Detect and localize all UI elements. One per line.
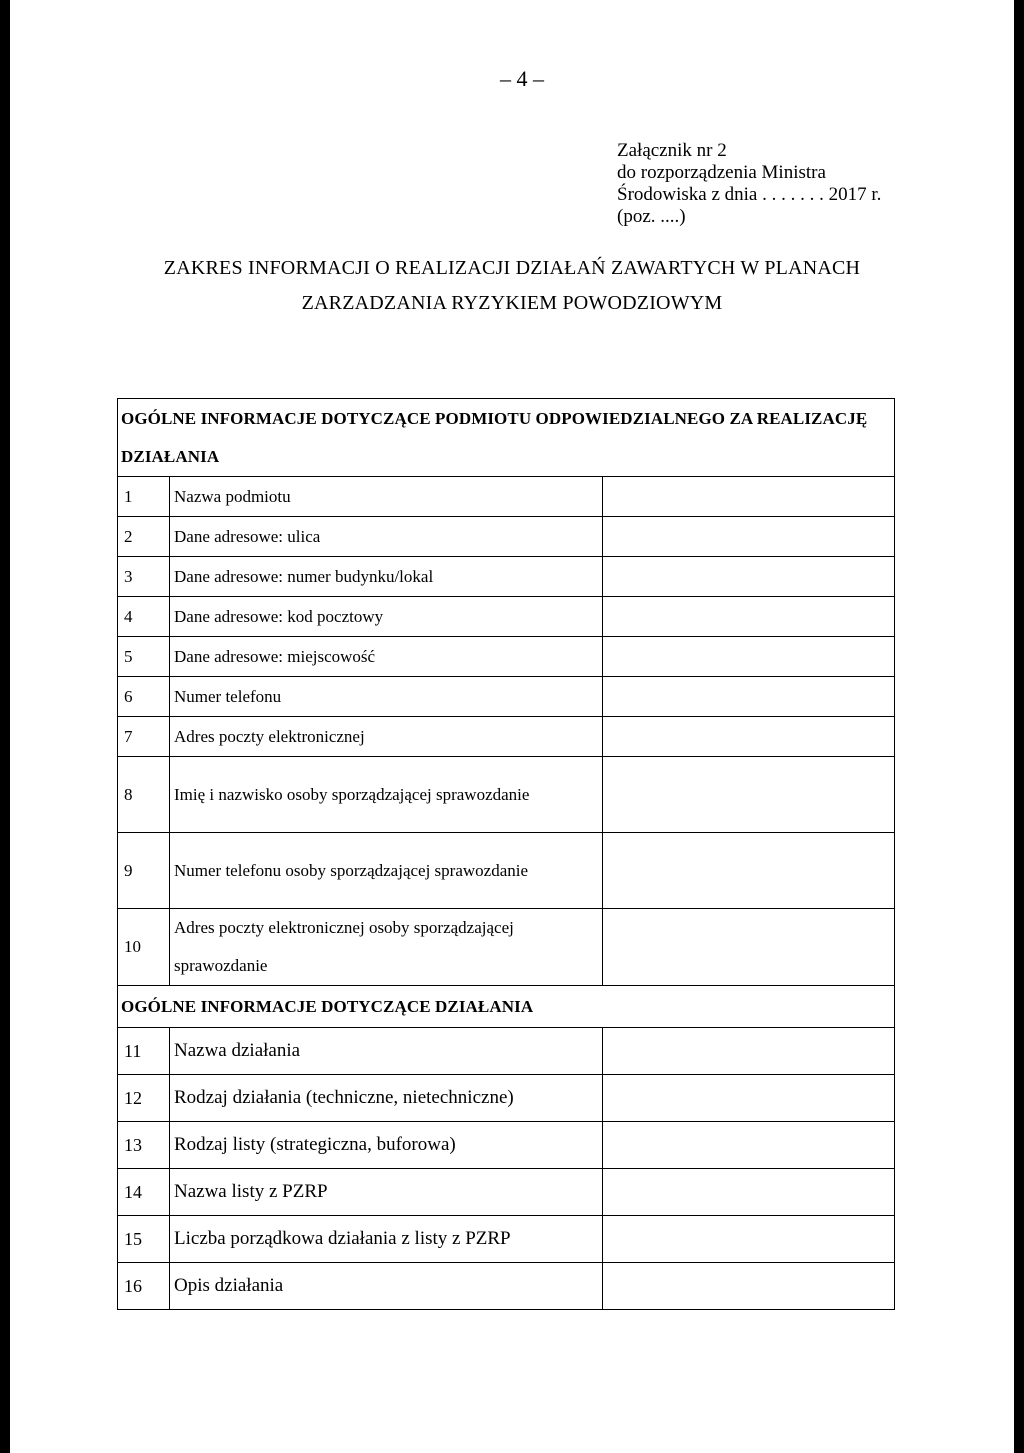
row-value-cell[interactable]	[603, 757, 895, 833]
row-label: Imię i nazwisko osoby sporządzającej sprawozdanie	[170, 757, 603, 833]
row-label: Nazwa listy z PZRP	[170, 1169, 603, 1216]
row-label: Liczba porządkowa działania z listy z PZRP	[170, 1216, 603, 1263]
row-label: Nazwa działania	[170, 1028, 603, 1075]
table-row	[118, 833, 895, 909]
row-number: 16	[118, 1263, 170, 1310]
row-label: Opis działania	[170, 1263, 603, 1310]
annex-line: Załącznik nr 2	[617, 140, 727, 161]
section-heading-row	[118, 986, 895, 1028]
row-value-cell[interactable]	[603, 909, 895, 986]
row-value-cell[interactable]	[603, 677, 895, 717]
row-number: 6	[118, 677, 170, 717]
row-value-cell[interactable]	[603, 517, 895, 557]
table-row	[118, 1122, 895, 1169]
table-row	[118, 517, 895, 557]
row-label: Dane adresowe: kod pocztowy	[170, 597, 603, 637]
row-number: 14	[118, 1169, 170, 1216]
table-row	[118, 909, 895, 986]
row-number: 8	[118, 757, 170, 833]
table-row	[118, 1263, 895, 1310]
row-number: 7	[118, 717, 170, 757]
document-title-line-2: ZARZADZANIA RYZYKIEM POWODZIOWYM	[301, 292, 723, 314]
table-row	[118, 477, 895, 517]
row-label: Numer telefonu osoby sporządzającej sprawozdanie	[170, 833, 603, 909]
row-number: 2	[118, 517, 170, 557]
row-number: 11	[118, 1028, 170, 1075]
row-value-cell[interactable]	[603, 1122, 895, 1169]
row-number: 3	[118, 557, 170, 597]
table-row	[118, 637, 895, 677]
row-value-cell[interactable]	[603, 1216, 895, 1263]
row-value-cell[interactable]	[603, 597, 895, 637]
report-form-table	[117, 398, 895, 1310]
table-row	[118, 757, 895, 833]
table-row	[118, 597, 895, 637]
section-heading: OGÓLNE INFORMACJE DOTYCZĄCE DZIAŁANIA	[118, 986, 895, 1028]
row-value-cell[interactable]	[603, 637, 895, 677]
row-label: Rodzaj listy (strategiczna, buforowa)	[170, 1122, 603, 1169]
row-number: 5	[118, 637, 170, 677]
row-value-cell[interactable]	[603, 1169, 895, 1216]
row-value-cell[interactable]	[603, 717, 895, 757]
document-page	[10, 0, 1014, 1453]
table-row	[118, 1169, 895, 1216]
annex-line: (poz. ....)	[617, 206, 686, 227]
row-label: Adres poczty elektronicznej	[170, 717, 603, 757]
table-row	[118, 1075, 895, 1122]
row-value-cell[interactable]	[603, 1028, 895, 1075]
table-row	[118, 717, 895, 757]
document-title-line-1: ZAKRES INFORMACJI O REALIZACJI DZIAŁAŃ ZAWARTYCH W PLANACH	[163, 257, 861, 279]
row-number: 13	[118, 1122, 170, 1169]
row-number: 15	[118, 1216, 170, 1263]
annex-note	[617, 140, 947, 228]
row-number: 9	[118, 833, 170, 909]
row-label: Rodzaj działania (techniczne, nietechniczne)	[170, 1075, 603, 1122]
row-number: 12	[118, 1075, 170, 1122]
row-value-cell[interactable]	[603, 1075, 895, 1122]
row-value-cell[interactable]	[603, 477, 895, 517]
table-row	[118, 557, 895, 597]
section-heading: OGÓLNE INFORMACJE DOTYCZĄCE PODMIOTU ODPOWIEDZIALNEGO ZA REALIZACJĘ DZIAŁANIA	[118, 399, 895, 477]
row-label: Dane adresowe: miejscowość	[170, 637, 603, 677]
row-label: Nazwa podmiotu	[170, 477, 603, 517]
section-heading-row	[118, 399, 895, 477]
table-row	[118, 1028, 895, 1075]
row-number: 4	[118, 597, 170, 637]
row-label: Dane adresowe: ulica	[170, 517, 603, 557]
row-value-cell[interactable]	[603, 833, 895, 909]
annex-line: do rozporządzenia Ministra	[617, 162, 826, 183]
table-row	[118, 1216, 895, 1263]
row-label: Adres poczty elektronicznej osoby sporządzającej sprawozdanie	[170, 909, 603, 986]
page-number: – 4 –	[500, 66, 544, 91]
row-number: 1	[118, 477, 170, 517]
table-row	[118, 677, 895, 717]
row-number: 10	[118, 909, 170, 986]
annex-line: Środowiska z dnia . . . . . . . 2017 r.	[617, 184, 882, 205]
row-value-cell[interactable]	[603, 557, 895, 597]
row-value-cell[interactable]	[603, 1263, 895, 1310]
row-label: Dane adresowe: numer budynku/lokal	[170, 557, 603, 597]
row-label: Numer telefonu	[170, 677, 603, 717]
